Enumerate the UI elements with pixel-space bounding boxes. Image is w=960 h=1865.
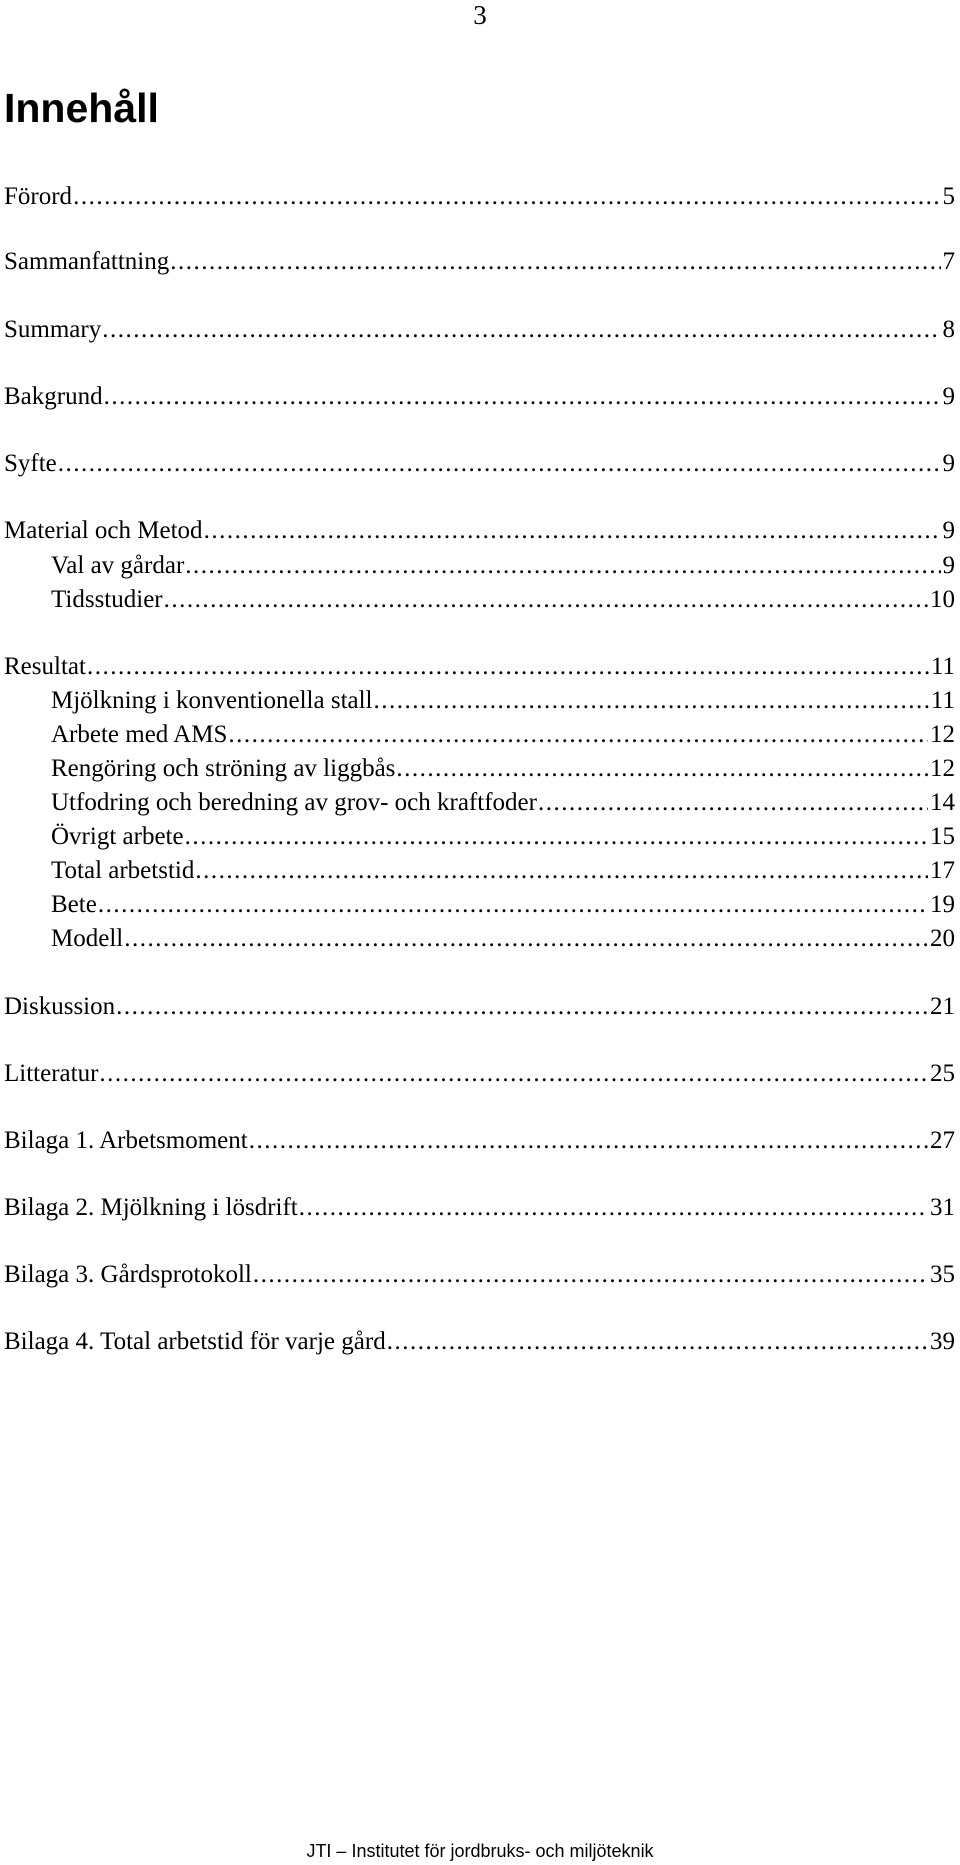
- toc-entry-summary[interactable]: [4, 315, 955, 345]
- toc-entry-label: Bilaga 3. Gårdsprotokoll: [4, 1261, 252, 1288]
- toc-entry-page: 9: [942, 517, 955, 544]
- toc-entry-label: Bilaga 4. Total arbetstid för varje gård: [4, 1328, 386, 1355]
- toc-entry-page: 9: [942, 383, 955, 410]
- dot-leader: [102, 315, 940, 345]
- toc-entry-bakgrund[interactable]: [4, 382, 955, 412]
- toc-entry-page: 27: [930, 1127, 955, 1154]
- toc-entry-label: Övrigt arbete: [51, 823, 184, 850]
- toc-entry-label: Bakgrund: [4, 383, 103, 410]
- dot-leader: [104, 382, 941, 412]
- toc-entry-page: 7: [942, 248, 955, 275]
- dot-leader: [249, 1126, 928, 1156]
- toc-entry-label: Tidsstudier: [51, 586, 163, 613]
- toc-entry-label: Rengöring och ströning av liggbås: [51, 755, 396, 782]
- toc-entry-modell[interactable]: [51, 924, 955, 954]
- toc-entry-arbete-med-ams[interactable]: [51, 720, 955, 750]
- dot-leader: [98, 890, 928, 920]
- dot-leader: [387, 1327, 928, 1357]
- toc-entry-page: 11: [930, 687, 955, 714]
- toc-entry-utfodring-beredning[interactable]: [51, 788, 955, 818]
- toc-entry-label: Litteratur: [4, 1060, 99, 1087]
- toc-entry-page: 11: [930, 653, 955, 680]
- toc-entry-bilaga-4[interactable]: [4, 1327, 955, 1357]
- toc-entry-page: 12: [930, 721, 955, 748]
- toc-entry-ovrigt-arbete[interactable]: [51, 822, 955, 852]
- page-title: Innehåll: [4, 85, 159, 131]
- page-number: 3: [473, 0, 487, 30]
- toc-entry-label: Arbete med AMS: [51, 721, 228, 748]
- dot-leader: [374, 686, 929, 716]
- dot-leader: [299, 1193, 928, 1223]
- toc-entry-page: 14: [930, 789, 955, 816]
- toc-entry-tidsstudier[interactable]: [51, 585, 955, 615]
- dot-leader: [253, 1260, 928, 1290]
- toc-entry-total-arbetstid[interactable]: [51, 856, 955, 886]
- dot-leader: [58, 449, 941, 479]
- toc-entry-label: Material och Metod: [4, 517, 203, 544]
- toc-entry-bilaga-3[interactable]: [4, 1260, 955, 1290]
- toc-entry-label: Sammanfattning: [4, 248, 170, 275]
- dot-leader: [228, 720, 928, 750]
- toc-entry-page: 20: [930, 925, 955, 952]
- dot-leader: [185, 551, 940, 581]
- toc-entry-page: 15: [930, 823, 955, 850]
- dot-leader: [164, 585, 928, 615]
- toc-entry-label: Bete: [51, 891, 97, 918]
- dot-leader: [195, 856, 928, 886]
- toc-entry-label: Bilaga 2. Mjölkning i lösdrift: [4, 1194, 298, 1221]
- toc-entry-label: Diskussion: [4, 993, 116, 1020]
- toc-entry-page: 31: [930, 1194, 955, 1221]
- toc-entry-label: Val av gårdar: [51, 552, 185, 579]
- toc-entry-page: 5: [942, 183, 955, 210]
- toc-entry-page: 8: [942, 316, 955, 343]
- dot-leader: [538, 788, 928, 818]
- toc-entry-label: Förord: [4, 183, 73, 210]
- toc-entry-page: 25: [930, 1060, 955, 1087]
- dot-leader: [185, 822, 928, 852]
- dot-leader: [124, 924, 928, 954]
- toc-entry-sammanfattning[interactable]: [4, 247, 955, 277]
- toc-entry-diskussion[interactable]: [4, 992, 955, 1022]
- toc-entry-bilaga-2[interactable]: [4, 1193, 955, 1223]
- toc-entry-rengoring-stroning[interactable]: [51, 754, 955, 784]
- toc-entry-page: 17: [930, 857, 955, 884]
- toc-entry-val-av-gardar[interactable]: [51, 551, 955, 581]
- toc-entry-forord[interactable]: [4, 182, 955, 212]
- toc-entry-page: 9: [942, 450, 955, 477]
- toc-entry-bilaga-1[interactable]: [4, 1126, 955, 1156]
- dot-leader: [116, 992, 928, 1022]
- toc-entry-page: 21: [930, 993, 955, 1020]
- toc-entry-label: Resultat: [4, 653, 86, 680]
- dot-leader: [99, 1059, 928, 1089]
- toc-entry-bete[interactable]: [51, 890, 955, 920]
- dot-leader: [87, 652, 929, 682]
- toc-entry-label: Bilaga 1. Arbetsmoment: [4, 1127, 248, 1154]
- dot-leader: [204, 516, 941, 546]
- toc-entry-label: Utfodring och beredning av grov- och kraftfoder: [51, 789, 537, 816]
- toc-entry-litteratur[interactable]: [4, 1059, 955, 1089]
- toc-entry-syfte[interactable]: [4, 449, 955, 479]
- toc-entry-page: 39: [930, 1328, 955, 1355]
- dot-leader: [396, 754, 928, 784]
- toc-entry-label: Modell: [51, 925, 124, 952]
- page-footer: JTI – Institutet för jordbruks- och miljöteknik: [306, 1841, 654, 1861]
- toc-entry-label: Syfte: [4, 450, 57, 477]
- toc-entry-page: 9: [942, 552, 955, 579]
- dot-leader: [170, 247, 940, 277]
- toc-entry-label: Summary: [4, 316, 102, 343]
- toc-entry-mjolkning-konventionella-stall[interactable]: [51, 686, 955, 716]
- toc-entry-material-och-metod[interactable]: [4, 516, 955, 546]
- toc-entry-page: 12: [930, 755, 955, 782]
- toc-entry-label: Total arbetstid: [51, 857, 195, 884]
- toc-entry-resultat[interactable]: [4, 652, 955, 682]
- toc-entry-page: 10: [930, 586, 955, 613]
- toc-entry-page: 35: [930, 1261, 955, 1288]
- toc-entry-page: 19: [930, 891, 955, 918]
- toc-entry-label: Mjölkning i konventionella stall: [51, 687, 373, 714]
- dot-leader: [73, 182, 940, 212]
